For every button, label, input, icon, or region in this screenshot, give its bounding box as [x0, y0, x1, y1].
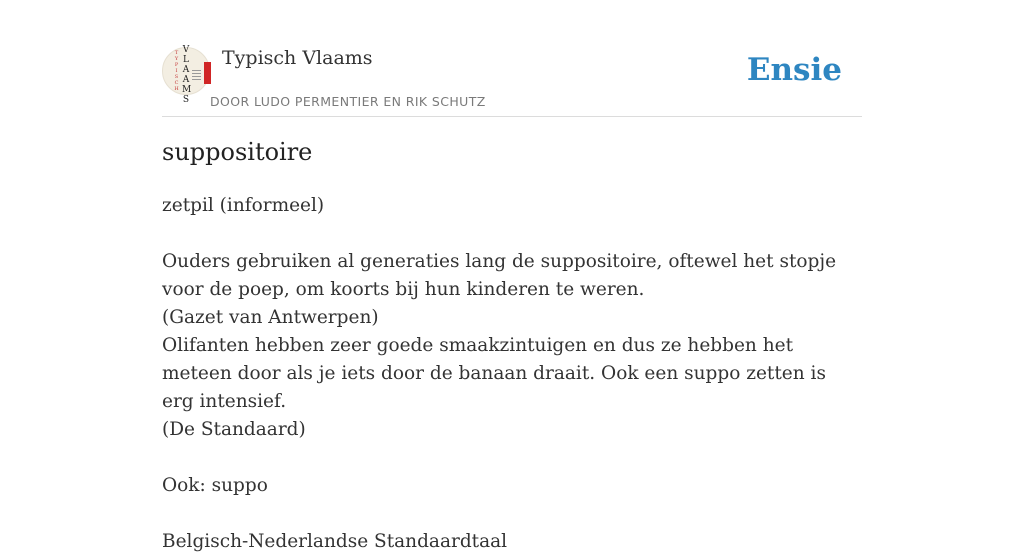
entry-definition: zetpil (informeel) [162, 195, 325, 216]
spacer [162, 444, 862, 472]
blog-avatar[interactable] [162, 45, 210, 105]
entry-title: suppositoire [162, 138, 313, 166]
blog-header [162, 40, 862, 117]
entry-label: Belgisch-Nederlandse Standaardtaal [162, 531, 508, 552]
spacer [162, 220, 862, 248]
ensie-logo-link[interactable]: Ensie [746, 52, 842, 88]
avatar-side-letters: T Y P I S C H [174, 50, 179, 92]
entry-body [162, 192, 862, 556]
spacer [162, 500, 862, 528]
avatar-red-stripe [204, 62, 211, 84]
blog-title[interactable]: Typisch Vlaams [222, 47, 373, 69]
quote-text: Olifanten hebben zeer goede smaakzintuigen en dus ze hebben het meteen door als je iets door de banaan draait. Ook een suppo zetten is erg intensief. [162, 335, 826, 412]
avatar-letters: V L A A M S [182, 45, 192, 105]
quote-source: (Gazet van Antwerpen) [162, 307, 379, 328]
author-byline: DOOR LUDO PERMENTIER EN RIK SCHUTZ [210, 94, 486, 109]
quote-source: (De Standaard) [162, 419, 306, 440]
quote-text: Ouders gebruiken al generaties lang de suppositoire, oftewel het stopje voor de poep, om koorts bij hun kinderen te weren. [162, 251, 837, 300]
entry-variant: Ook: suppo [162, 475, 268, 496]
avatar-text-lines [192, 70, 201, 82]
